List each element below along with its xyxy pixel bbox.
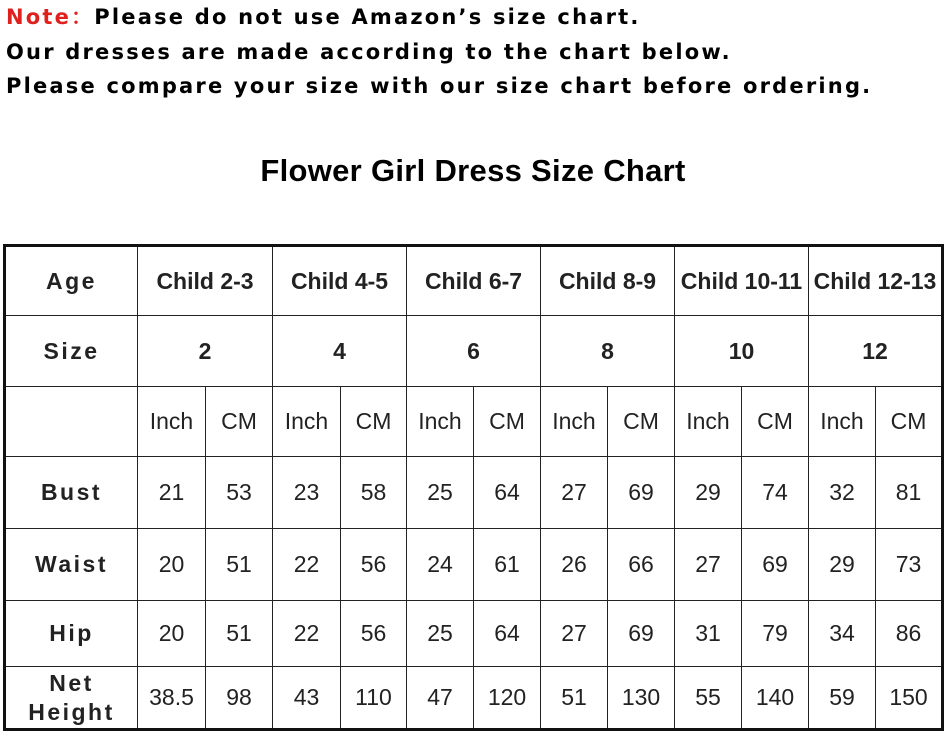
bust-label: Bust (5, 457, 138, 529)
unit-inch: Inch (809, 387, 876, 457)
age-cell: Child 8-9 (541, 246, 675, 316)
age-cell: Child 12-13 (809, 246, 943, 316)
bust-inch: 23 (273, 457, 341, 529)
size-cell: 2 (138, 316, 273, 387)
unit-inch: Inch (138, 387, 206, 457)
bust-cm: 64 (474, 457, 541, 529)
size-cell: 10 (675, 316, 809, 387)
note-line-2: Our dresses are made according to the chart below. (6, 39, 732, 64)
bust-inch: 27 (541, 457, 608, 529)
waist-cm: 69 (742, 529, 809, 601)
hip-row (5, 601, 943, 667)
hip-cm: 69 (608, 601, 675, 667)
height-inch: 55 (675, 667, 742, 730)
bust-cm: 69 (608, 457, 675, 529)
ordering-notes (6, 0, 872, 104)
waist-cm: 73 (876, 529, 943, 601)
age-cell: Child 6-7 (407, 246, 541, 316)
size-chart-table (3, 244, 944, 731)
waist-inch: 27 (675, 529, 742, 601)
hip-inch: 27 (541, 601, 608, 667)
size-cell: 8 (541, 316, 675, 387)
waist-inch: 24 (407, 529, 474, 601)
unit-cm: CM (608, 387, 675, 457)
bust-inch: 29 (675, 457, 742, 529)
height-cm: 98 (206, 667, 273, 730)
waist-cm: 56 (341, 529, 407, 601)
net-height-label (5, 667, 138, 730)
age-cell: Child 2-3 (138, 246, 273, 316)
unit-inch: Inch (541, 387, 608, 457)
waist-inch: 22 (273, 529, 341, 601)
height-inch: 59 (809, 667, 876, 730)
chart-title: Flower Girl Dress Size Chart (260, 153, 686, 188)
size-cell: 4 (273, 316, 407, 387)
waist-inch: 20 (138, 529, 206, 601)
bust-row (5, 457, 943, 529)
unit-row (5, 387, 943, 457)
net-height-line-2: Height (28, 698, 115, 725)
hip-inch: 34 (809, 601, 876, 667)
blank-cell (5, 387, 138, 457)
height-cm: 120 (474, 667, 541, 730)
size-cell: 12 (809, 316, 943, 387)
height-cm: 150 (876, 667, 943, 730)
unit-cm: CM (474, 387, 541, 457)
height-inch: 38.5 (138, 667, 206, 730)
height-inch: 47 (407, 667, 474, 730)
height-cm: 110 (341, 667, 407, 730)
hip-cm: 56 (341, 601, 407, 667)
age-label: Age (5, 246, 138, 316)
age-row (5, 246, 943, 316)
unit-inch: Inch (273, 387, 341, 457)
note-prefix: Note： (6, 5, 95, 29)
hip-inch: 25 (407, 601, 474, 667)
hip-cm: 51 (206, 601, 273, 667)
size-row (5, 316, 943, 387)
hip-label: Hip (5, 601, 138, 667)
height-inch: 51 (541, 667, 608, 730)
bust-cm: 58 (341, 457, 407, 529)
age-cell: Child 4-5 (273, 246, 407, 316)
unit-inch: Inch (675, 387, 742, 457)
height-cm: 140 (742, 667, 809, 730)
waist-cm: 51 (206, 529, 273, 601)
bust-cm: 74 (742, 457, 809, 529)
height-inch: 43 (273, 667, 341, 730)
waist-label: Waist (5, 529, 138, 601)
waist-inch: 29 (809, 529, 876, 601)
unit-inch: Inch (407, 387, 474, 457)
net-height-line-1: Net (49, 669, 94, 696)
hip-inch: 20 (138, 601, 206, 667)
waist-row (5, 529, 943, 601)
note-line-1 (6, 0, 872, 35)
unit-cm: CM (206, 387, 273, 457)
height-row (5, 667, 943, 730)
bust-inch: 25 (407, 457, 474, 529)
bust-inch: 32 (809, 457, 876, 529)
hip-inch: 22 (273, 601, 341, 667)
hip-cm: 79 (742, 601, 809, 667)
bust-cm: 81 (876, 457, 943, 529)
hip-cm: 64 (474, 601, 541, 667)
bust-cm: 53 (206, 457, 273, 529)
unit-cm: CM (876, 387, 943, 457)
hip-cm: 86 (876, 601, 943, 667)
waist-cm: 66 (608, 529, 675, 601)
unit-cm: CM (742, 387, 809, 457)
note-text-1: Please do not use Amazon’s size chart. (94, 5, 641, 29)
unit-cm: CM (341, 387, 407, 457)
hip-inch: 31 (675, 601, 742, 667)
size-cell: 6 (407, 316, 541, 387)
size-label: Size (5, 316, 138, 387)
waist-inch: 26 (541, 529, 608, 601)
waist-cm: 61 (474, 529, 541, 601)
bust-inch: 21 (138, 457, 206, 529)
age-cell: Child 10-11 (675, 246, 809, 316)
height-cm: 130 (608, 667, 675, 730)
note-line-3: Please compare your size with our size chart before ordering. (6, 74, 873, 98)
